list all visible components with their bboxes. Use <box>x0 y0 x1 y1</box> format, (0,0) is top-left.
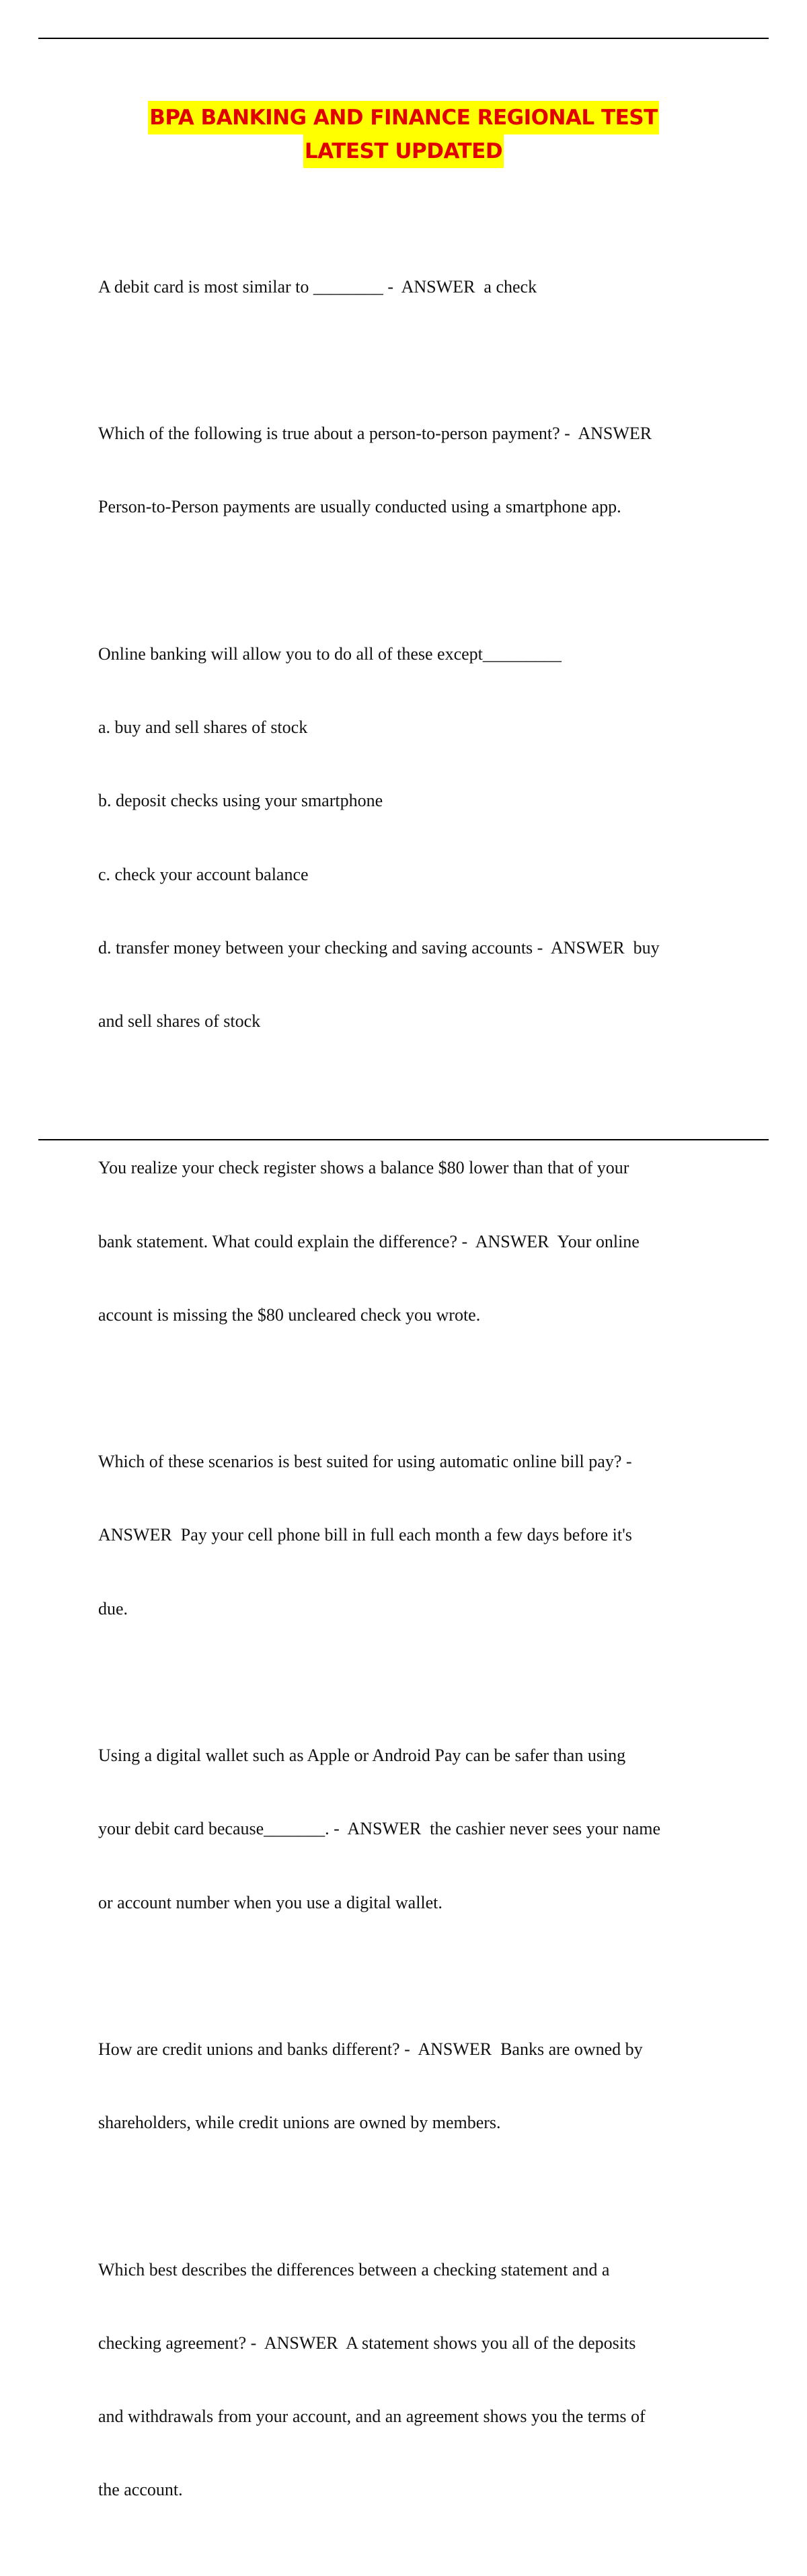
qa-line: c. check your account balance <box>98 864 309 884</box>
qa-item <box>98 1401 717 1670</box>
qa-line: checking agreement? - ANSWER A statement shows you all of the deposits <box>98 2333 636 2353</box>
qa-line: Which of the following is true about a person-to-person payment? - ANSWER <box>98 424 652 444</box>
qa-line: You realize your check register shows a balance $80 lower than that of your <box>98 1158 629 1178</box>
qa-line: Which best describes the differences between a checking statement and a <box>98 2259 610 2279</box>
qa-line: Using a digital wallet such as Apple or Android Pay can be safer than using <box>98 1746 626 1766</box>
qa-item <box>98 1107 717 1376</box>
qa-item <box>98 373 717 568</box>
qa-line: d. transfer money between your checking and saving accounts - ANSWER buy <box>98 937 660 958</box>
qa-line: bank statement. What could explain the difference? - ANSWER Your online <box>98 1231 640 1251</box>
qa-line: a. buy and sell shares of stock <box>98 717 308 738</box>
qa-line: due. <box>98 1598 128 1618</box>
qa-item <box>98 1988 717 2184</box>
qa-item <box>98 226 717 348</box>
qa-line: How are credit unions and banks different? - ANSWER Banks are owned by <box>98 2039 643 2059</box>
qa-line: ANSWER Pay your cell phone bill in full each month a few days before it's <box>98 1525 632 1545</box>
title-line-1: BPA BANKING AND FINANCE REGIONAL TEST <box>0 101 807 134</box>
top-rule <box>38 38 769 39</box>
qa-item <box>98 593 717 1083</box>
qa-item <box>98 2209 717 2552</box>
document-title <box>0 101 807 168</box>
bottom-rule <box>38 1139 769 1140</box>
qa-line: and sell shares of stock <box>98 1011 261 1031</box>
qa-line: b. deposit checks using your smartphone <box>98 791 383 811</box>
qa-line: and withdrawals from your account, and an agreement shows you the terms of <box>98 2407 646 2427</box>
qa-line: your debit card because_______. - ANSWER the cashier never sees your name <box>98 1819 661 1839</box>
qa-line: Online banking will allow you to do all of these except_________ <box>98 643 562 664</box>
qa-line: or account number when you use a digital wallet. <box>98 1892 443 1912</box>
qa-line: Person-to-Person payments are usually conducted using a smartphone app. <box>98 497 621 517</box>
qa-line: the account. <box>98 2480 183 2500</box>
title-line-2: LATEST UPDATED <box>0 134 807 168</box>
qa-line: shareholders, while credit unions are owned by members. <box>98 2113 501 2133</box>
qa-list <box>98 226 717 2576</box>
qa-item <box>98 1694 717 1963</box>
qa-line: Which of these scenarios is best suited for using automatic online bill pay? - <box>98 1452 632 1472</box>
qa-line: A debit card is most similar to ________ - ANSWER a check <box>98 276 537 297</box>
qa-line: account is missing the $80 uncleared check you wrote. <box>98 1304 481 1325</box>
